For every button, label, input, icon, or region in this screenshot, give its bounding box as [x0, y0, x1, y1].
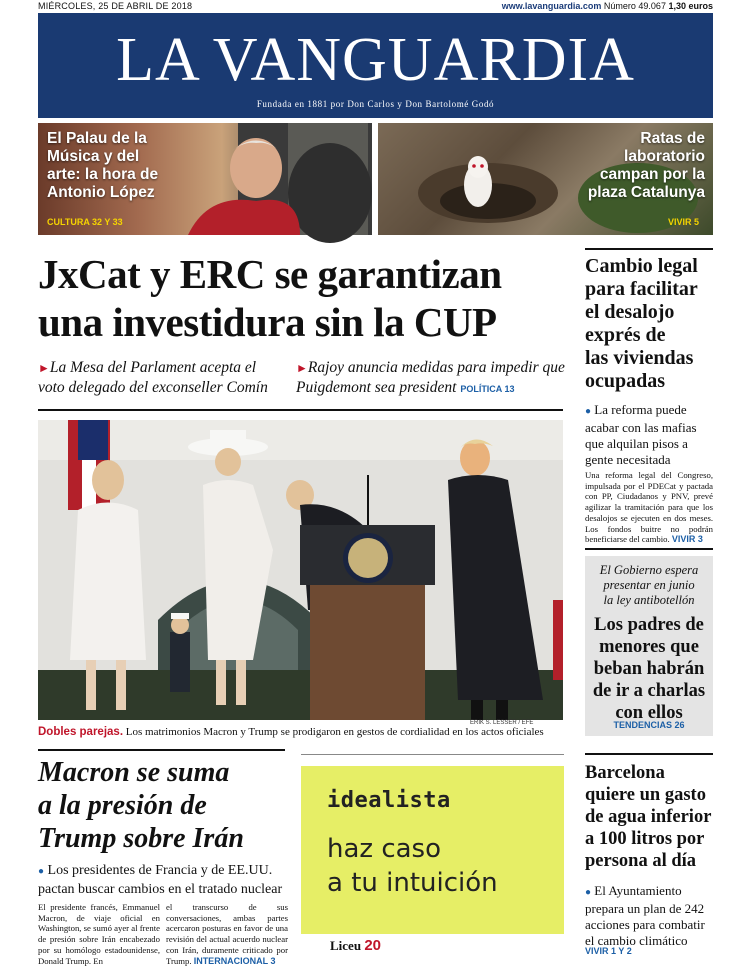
teaser-palau-musica[interactable]: [38, 123, 372, 235]
liceu-logo: Liceu: [330, 938, 362, 953]
newspaper-logo: LA VANGUARDIA: [116, 26, 635, 94]
macron-deck: ● Los presidentes de Francia y de EE.UU. pactan buscar cambios en el tratado nuclear: [38, 863, 283, 897]
website-link[interactable]: www.lavanguardia.com: [501, 1, 602, 11]
masthead: [38, 13, 713, 118]
divider: [38, 409, 563, 411]
main-headline[interactable]: JxCat y ERC se garantizan una investidura sin la CUP: [38, 251, 502, 345]
teaser-section-ref: VIVIR 5: [667, 217, 699, 227]
masthead-tagline: Fundada en 1881 por Don Carlos y Don Bartolomé Godó: [256, 99, 495, 109]
bullet-icon: ●: [585, 887, 592, 898]
issue-date: MIÉRCOLES, 25 DE ABRIL DE 2018: [38, 1, 193, 11]
vivienda-body: Una reforma legal del Congreso, impulsada por el PDECat y pactada con PP, Ciudadanos y PNV, prevé agilizar la tramitación para que los desalojos se ejecuten en dos meses. Los fondos buitre no podrán beneficiarse del cambio. VIVIR 3: [585, 470, 713, 545]
bullet-icon: ●: [38, 866, 45, 877]
ad-slogan: haz caso a tu intuición: [327, 834, 498, 898]
section-ref[interactable]: INTERNACIONAL 3: [193, 955, 276, 966]
top-bar: [38, 0, 713, 12]
lead-photo[interactable]: [38, 420, 563, 720]
vivienda-deck: ● La reforma puede acabar con las mafias que alquilan pisos a gente necesitada: [585, 402, 697, 467]
divider: [38, 749, 285, 751]
box-intro: El Gobierno espera presentar en junio la ley antibotellón: [599, 563, 699, 607]
teaser-section-ref: CULTURA 32 Y 33: [47, 217, 123, 227]
barcelona-deck: ● El Ayuntamiento prepara un plan de 242 acciones para combatir el cambio climático: [585, 883, 705, 948]
triangle-bullet-icon: ►: [296, 361, 308, 375]
lead-subdeck-right: ►Rajoy anuncia medidas para impedir que Puigdemont sea president POLÍTICA 13: [296, 359, 565, 396]
divider: [585, 548, 713, 550]
triangle-bullet-icon: ►: [38, 361, 50, 375]
section-ref[interactable]: TENDENCIAS 26: [613, 720, 685, 730]
ad-footer-liceu: [330, 937, 381, 954]
section-ref[interactable]: POLÍTICA 13: [460, 384, 515, 394]
issue-info: [502, 0, 713, 12]
section-ref[interactable]: VIVIR 3: [671, 534, 703, 545]
caption-text: Los matrimonios Macron y Trump se prodigaron en gestos de cordialidad en los actos oficiales: [125, 726, 544, 738]
caption-lead: Dobles parejas.: [38, 726, 124, 738]
teaser-title: Ratas de laboratorio campan por la plaza Catalunya: [587, 130, 705, 201]
ad-brand: idealista: [327, 788, 451, 813]
divider: [301, 754, 564, 755]
bullet-icon: ●: [585, 406, 592, 417]
photo-credit: ERIK S. LESSER / EFE: [470, 720, 534, 726]
issue-price: 1,30 euros: [668, 1, 713, 11]
advertisement-idealista[interactable]: [301, 766, 564, 934]
vivienda-headline[interactable]: Cambio legal para facilitar el desalojo exprés de las viviendas ocupadas: [585, 255, 698, 392]
lead-photo-illustration: [38, 420, 563, 720]
photo-caption: [38, 725, 578, 739]
box-headline: Los padres de menores que beban habrán de ir a charlas con ellos: [592, 615, 706, 723]
divider: [585, 248, 713, 250]
teaser-ratas-laboratorio[interactable]: [378, 123, 713, 235]
macron-body-col2: el transcurso de sus conversaciones, ambas partes acercaron posturas en favor de una revisión del actual acuerdo nuclear con Irán, duramente criticado por Trump. INTERNACIONAL 3: [166, 902, 288, 966]
section-ref[interactable]: VIVIR 1 Y 2: [585, 946, 632, 956]
barcelona-headline[interactable]: Barcelona quiere un gasto de agua inferior a 100 litros por persona al día: [585, 763, 712, 871]
macron-headline[interactable]: Macron se suma a la presión de Trump sobre Irán: [38, 757, 244, 854]
divider: [585, 753, 713, 755]
macron-body-col1: El presidente francés, Emmanuel Macron, de viaje oficial en Washington, se sumó ayer al frente de presión sobre Irán encabezado por su homólogo estadounidense, Donald Trump. En: [38, 902, 160, 966]
lead-subdeck-left: ►La Mesa del Parlament acepta el voto delegado del exconseller Comín: [38, 359, 268, 396]
teaser-title: El Palau de la Música y del arte: la hora de Antonio López: [47, 130, 159, 201]
liceu-20-badge: 20: [364, 937, 381, 954]
issue-number: Número 49.067: [603, 1, 666, 11]
